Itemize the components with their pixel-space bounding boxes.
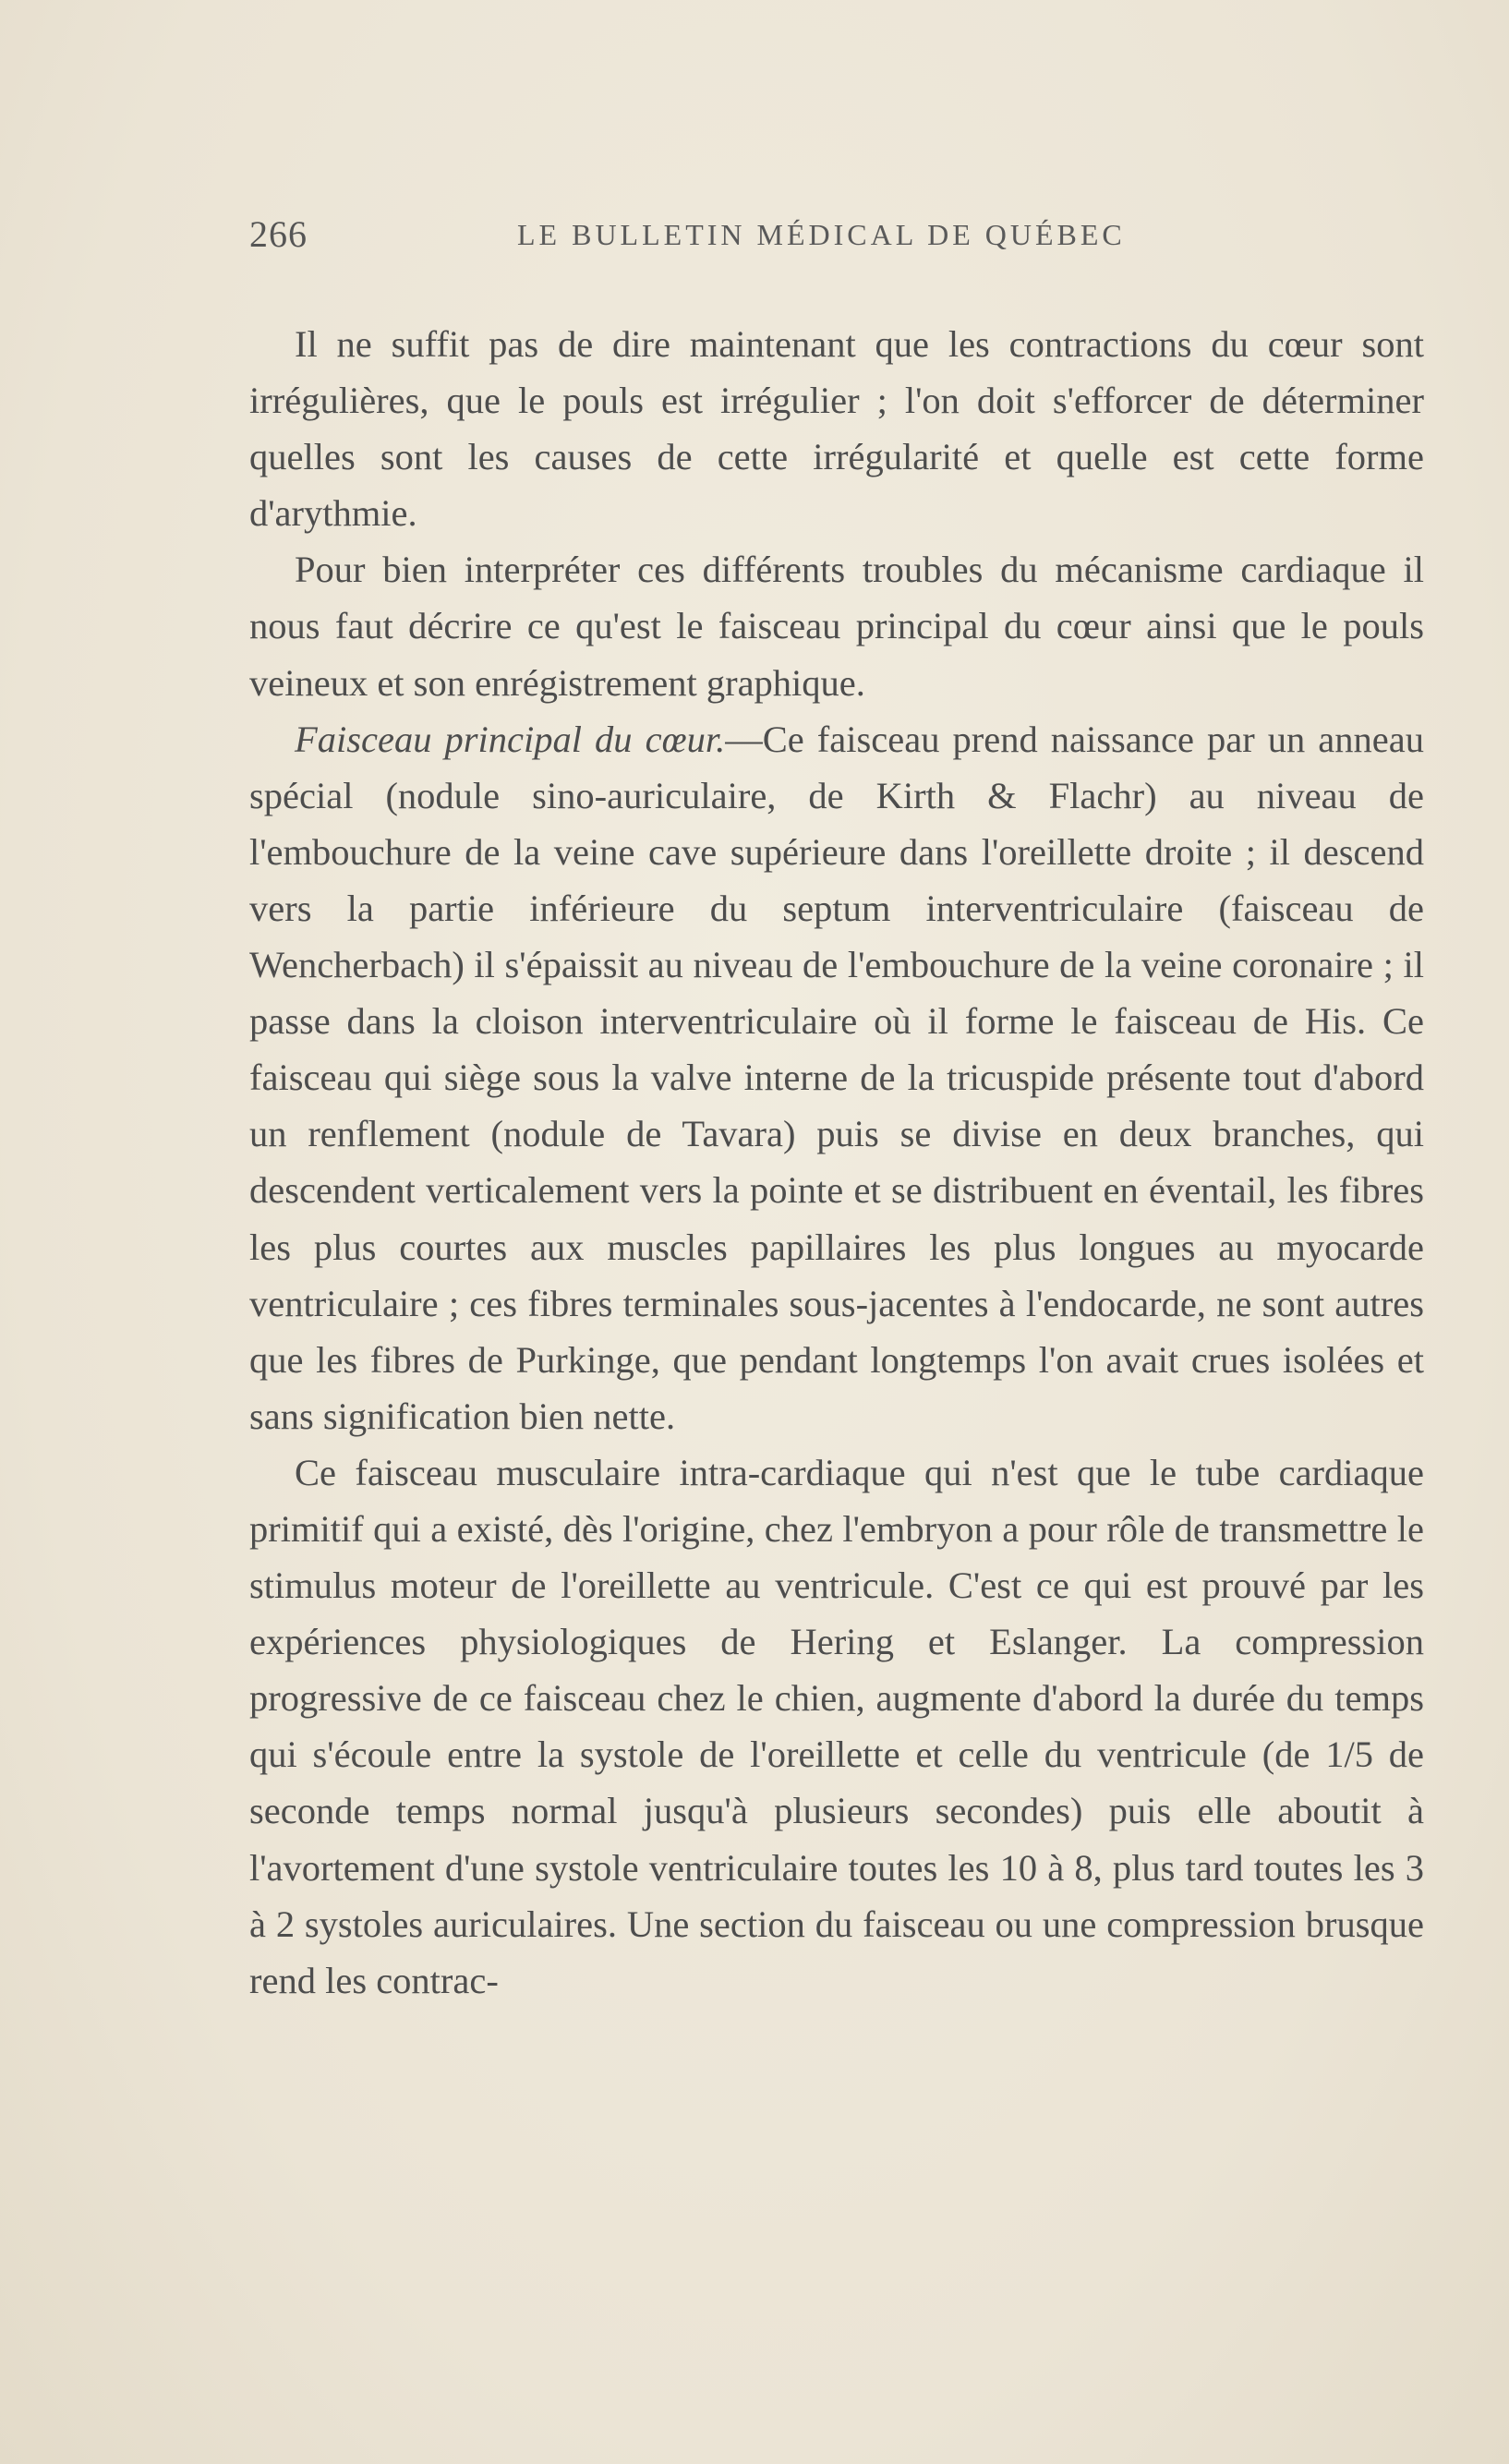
running-head	[249, 212, 1201, 268]
paragraph-3	[249, 711, 1424, 1444]
paragraph-1: Il ne suffit pas de dire maintenant que les contractions du cœur sont irrégulières, que le pouls est irrégulier ; l'on doit s'efforcer de déterminer quelles sont les causes de cette irrégularité et quelle est cette forme d'arythmie.	[249, 323, 1424, 535]
section-heading: Faisceau principal du cœur.	[295, 718, 726, 760]
journal-title: LE BULLETIN MÉDICAL DE QUÉBEC	[517, 218, 1126, 251]
paragraph-3-text: —Ce faisceau prend naissance par un anneau spécial (nodule sino-auriculaire, de Kirth & Flachr) au niveau de l'embouchure de la veine cave supérieure dans l'oreillette droite ; il descend vers la partie inférieure du septum interventriculaire (faisceau de Wencherbach) il s'épaissit au niveau de l'embouchure de la veine coronaire ; il passe dans la cloison interventriculaire où il forme le faisceau de His. Ce faisceau qui siège sous la valve interne de la tricuspide présente tout d'abord un renflement (nodule de Tavara) puis se divise en deux branches, qui descendent verticalement vers la pointe et se distribuent en éventail, les fibres les plus courtes aux muscles papillaires les plus longues au myocarde ventriculaire ; ces fibres terminales sous-jacentes à l'endocarde, ne sont autres que les fibres de Purkinge, que pendant longtemps l'on avait crues isolées et sans signification bien nette.	[249, 718, 1424, 1437]
paragraph-2: Pour bien interpréter ces différents troubles du mécanisme cardiaque il nous faut décrire ce qu'est le faisceau principal du cœur ainsi que le pouls veineux et son enrégistrement graphique.	[249, 549, 1424, 704]
body-text	[249, 316, 1424, 2009]
paragraph-4: Ce faisceau musculaire intra-cardiaque qui n'est que le tube cardiaque primitif qui a existé, dès l'origine, chez l'embryon a pour rôle de transmettre le stimulus moteur de l'oreillette au ventricule. C'est ce qui est prouvé par les expériences physiologiques de Hering et Eslanger. La compression progressive de ce faisceau chez le chien, augmente d'abord la durée du temps qui s'écoule entre la systole de l'oreillette et celle du ventricule (de 1/5 de seconde temps normal jusqu'à plusieurs secondes) puis elle aboutit à l'avortement d'une systole ventriculaire toutes les 10 à 8, plus tard toutes les 3 à 2 systoles auriculaires. Une section du faisceau ou une compression brusque rend les contrac-	[249, 1451, 1424, 2001]
page-number: 266	[249, 213, 308, 255]
